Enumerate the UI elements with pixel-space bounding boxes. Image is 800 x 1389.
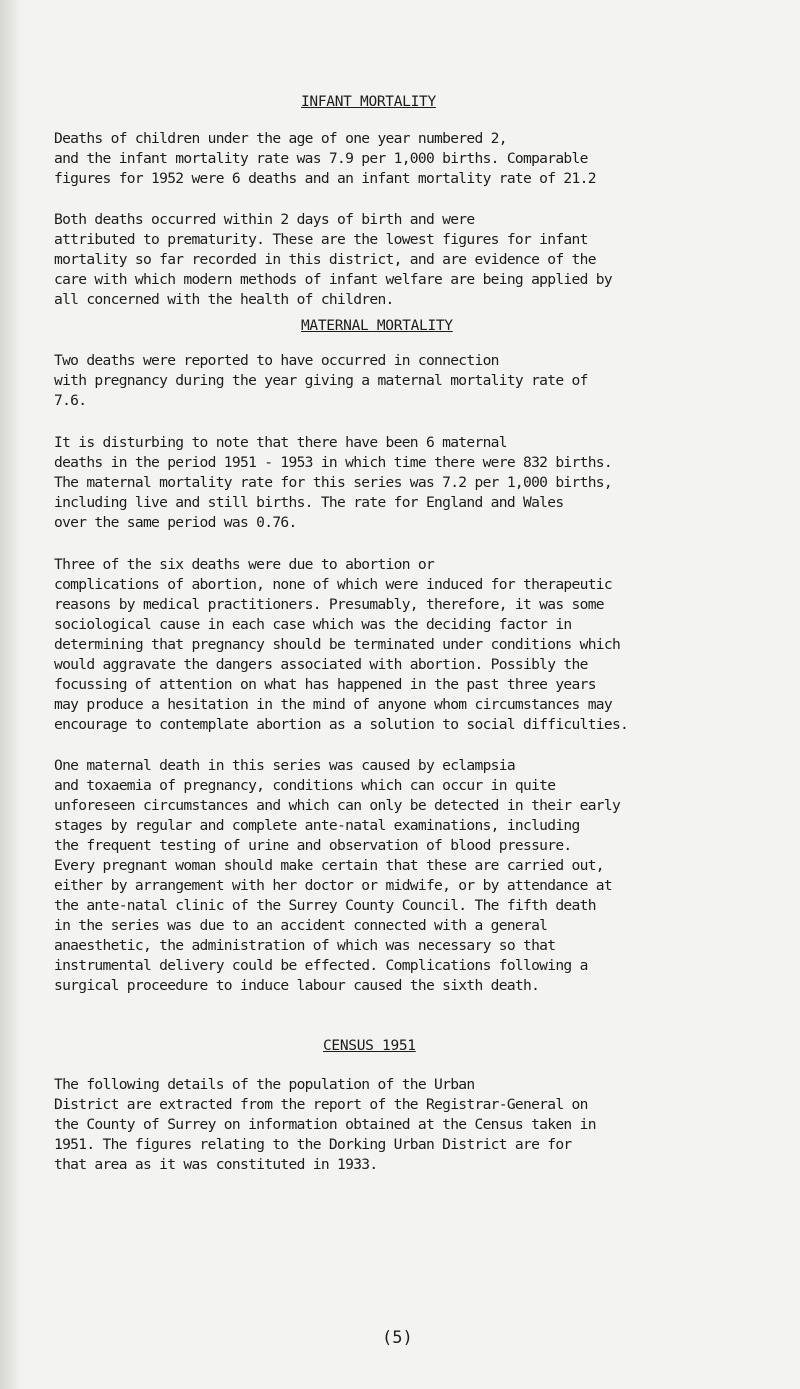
maternal-mortality-heading: MATERNAL MORTALITY	[301, 318, 453, 334]
page-edge-shadow	[0, 0, 22, 1389]
census-paragraph-1: The following details of the population of the Urban District are extracted from the report of the Registrar-General on the County of Surrey on information obtained at the Census taken in 1951. The figures relating to the Dorking Urban District are for that area as it was constituted in 1933.	[54, 1076, 596, 1173]
infant-mortality-paragraph-1: Deaths of children under the age of one year numbered 2, and the infant mortality rate was 7.9 per 1,000 births. Comparable figures for 1952 were 6 deaths and an infant mortality rate of 21.2	[54, 130, 596, 187]
maternal-mortality-paragraph-3: Three of the six deaths were due to abortion or complications of abortion, none of which were induced for therapeutic reasons by medical practitioners. Presumably, therefore, it was some sociological cause in each case which was the deciding factor in determining that pregnancy should be terminated under conditions which would aggravate the dangers associated with abortion. Possibly the focussing of attention on what has happened in the past three years may produce a hesitation in the mind of anyone whom circumstances may encourage to contemplate abortion as a solution to social difficulties.	[54, 556, 629, 733]
page-number: (5)	[382, 1328, 413, 1348]
census-heading: CENSUS 1951	[323, 1038, 416, 1054]
infant-mortality-heading: INFANT MORTALITY	[301, 94, 436, 110]
maternal-mortality-paragraph-2: It is disturbing to note that there have been 6 maternal deaths in the period 1951 - 1953 in which time there were 832 births. The maternal mortality rate for this series was 7.2 per 1,000 births, including live and still births. The rate for England and Wales over the same period was 0.76.	[54, 434, 612, 531]
infant-mortality-paragraph-2: Both deaths occurred within 2 days of birth and were attributed to prematurity. These are the lowest figures for infant mortality so far recorded in this district, and are evidence of the care with which modern methods of infant welfare are being applied by all concerned with the health of children.	[54, 211, 612, 308]
maternal-mortality-paragraph-4: One maternal death in this series was caused by eclampsia and toxaemia of pregnancy, conditions which can occur in quite unforeseen circumstances and which can only be detected in their early stages by regular and complete ante-natal examinations, including the frequent testing of urine and observation of blood pressure. Every pregnant woman should make certain that these are carried out, either by arrangement with her doctor or midwife, or by attendance at the ante-natal clinic of the Surrey County Council. The fifth death in the series was due to an accident connected with a general anaesthetic, the administration of which was necessary so that instrumental delivery could be effected. Complications following a surgical proceedure to induce labour caused the sixth death.	[54, 757, 621, 994]
maternal-mortality-paragraph-1: Two deaths were reported to have occurred in connection with pregnancy during the year giving a maternal mortality rate of 7.6.	[54, 352, 588, 409]
